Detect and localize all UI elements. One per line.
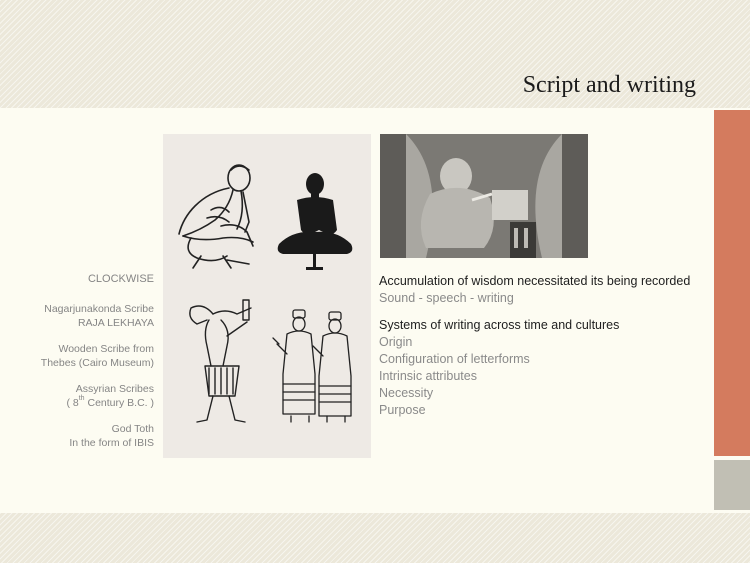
accent-bar-red [714, 110, 750, 456]
list-item: Configuration of letterforms [379, 352, 530, 366]
body-text [379, 273, 709, 419]
caption-line: RAJA LEKHAYA [77, 317, 154, 329]
caption-line: Wooden Scribe from [58, 343, 154, 355]
sub-sound-speech-writing: Sound - speech - writing [379, 291, 514, 305]
caption-assyrian-scribes [20, 382, 154, 410]
caption-century-sup: th [78, 395, 85, 402]
caption-god-toth [20, 422, 154, 450]
caption-century-post: Century B.C. ) [84, 397, 154, 409]
carved-scribe-photo-graphic [380, 134, 588, 258]
heading-systems-of-writing: Systems of writing across time and cultures [379, 318, 620, 332]
caption-century-pre: ( 8 [66, 397, 79, 409]
heading-accumulation: Accumulation of wisdom necessitated its being recorded [379, 274, 691, 288]
carved-scribe-photo [380, 134, 588, 258]
caption-line: Nagarjunakonda Scribe [44, 303, 154, 315]
captions-header: CLOCKWISE [87, 273, 154, 285]
caption-line: Thebes (Cairo Museum) [40, 357, 154, 369]
god-toth-ibis-illustration [183, 296, 263, 426]
accent-bar-grey [714, 460, 750, 510]
caption-nagarjunakonda [20, 302, 154, 330]
caption-wooden-scribe [20, 342, 154, 370]
assyrian-scribes-illustration [269, 304, 365, 426]
nagarjunakonda-scribe-illustration [171, 160, 263, 272]
wooden-scribe-thebes-illustration [275, 172, 355, 272]
list-item: Intrinsic attributes [379, 369, 477, 383]
caption-line: Assyrian Scribes [75, 383, 154, 395]
footer-band [0, 513, 750, 563]
list-item: Origin [379, 335, 413, 349]
caption-line: In the form of IBIS [69, 437, 154, 449]
slide-title: Script and writing [522, 72, 696, 98]
image-captions [20, 272, 154, 462]
list-item: Necessity [379, 386, 434, 400]
caption-line: God Toth [111, 423, 154, 435]
caption-line-century [20, 396, 154, 410]
list-item: Purpose [379, 403, 426, 417]
scribe-illustrations-panel [163, 134, 371, 458]
